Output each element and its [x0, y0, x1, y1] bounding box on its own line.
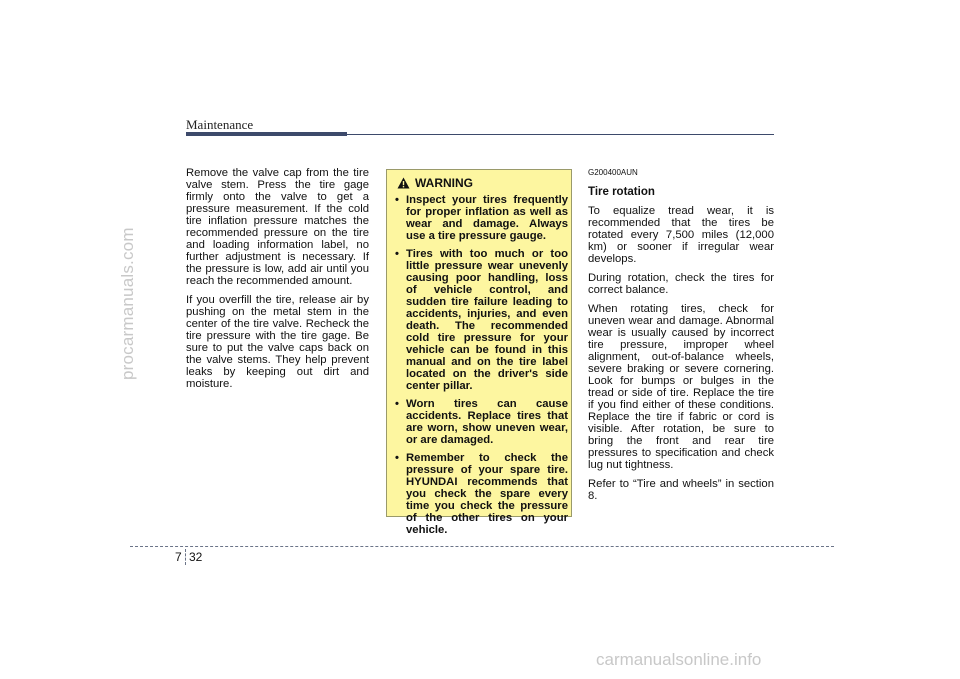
warning-item-text: Inspect your tires frequently for proper inflation as well as wear and damage. Always use a tire pressure gauge.	[406, 194, 568, 242]
header-bar	[186, 132, 347, 136]
warning-item-text: Worn tires can cause accidents. Replace tires that are worn, show uneven wear, or are damaged.	[406, 398, 568, 446]
warning-item-text: Tires with too much or too little pressure wear unevenly causing poor handling, loss of vehicle control, and sudden tire failure leading to accidents, injuries, and even death. The recommended cold tire pressure for your vehicle can be found in this manual and on the tire label located on the driver's side center pillar.	[406, 248, 568, 392]
watermark-procarmanuals: procarmanuals.com	[118, 227, 137, 380]
paragraph: During rotation, check the tires for correct balance.	[588, 272, 774, 296]
warning-item-text: Remember to check the pressure of your spare tire. HYUNDAI recommends that you check the spare every time you check the pressure of the other tires on your vehicle.	[406, 452, 568, 536]
section-header-title: Maintenance	[186, 117, 254, 132]
warning-item: • Remember to check the pressure of your spare tire. HYUNDAI recommends that you check the spare every time you check the pressure of the other tires on your vehicle.	[395, 452, 568, 536]
paragraph: To equalize tread wear, it is recommended that the tires be rotated every 7,500 miles (12,000 km) or sooner if irregular wear develops.	[588, 205, 774, 265]
warning-item: • Tires with too much or too little pressure wear unevenly causing poor handling, loss of vehicle control, and sudden tire failure leading to accidents, injuries, and even death. The recommended cold tire pressure for your vehicle can be found in this manual and on the tire label located on the driver's side center pillar.	[395, 248, 568, 392]
warning-box	[386, 169, 572, 536]
paragraph: Remove the valve cap from the tire valve stem. Press the tire gage firmly onto the valve to get a pressure measurement. If the cold tire inflation pressure matches the recommended pressure on the tire and loading information label, no further adjustment is necessary. If the pressure is low, add air until you reach the recommended amount.	[186, 167, 369, 287]
header-rule	[347, 134, 774, 135]
footer-divider	[185, 549, 186, 565]
footer-page-number: 32	[189, 550, 203, 564]
paragraph: When rotating tires, check for uneven wear and damage. Abnormal wear is usually caused by incorrect tire pressure, improper wheel alignment, out-of-balance wheels, severe braking or severe cornering. Look for bumps or bulges in the tread or side of tire. Replace the tire if you find either of these conditions. Replace the tire if fabric or cord is visible. After rotation, be sure to bring the front and rear tire pressures to specification and check lug nut tightness.	[588, 303, 774, 471]
warning-list	[395, 194, 568, 542]
right-column	[588, 167, 774, 509]
paragraph: If you overfill the tire, release air by pushing on the metal stem in the center of the tire valve. Recheck the tire pressure with the tire gage. Be sure to put the valve caps back on the valve stems. They help prevent leaks by keeping out dirt and moisture.	[186, 294, 369, 390]
paragraph: Refer to “Tire and wheels” in section 8.	[588, 478, 774, 502]
warning-title: WARNING	[415, 176, 473, 190]
watermark-carmanualsonline: carmanualsonline.info	[596, 650, 762, 669]
warning-item: • Inspect your tires frequently for proper inflation as well as wear and damage. Always use a tire pressure gauge.	[395, 194, 568, 242]
section-code: G200400AUN	[588, 168, 638, 177]
footer-chapter-number: 7	[175, 550, 182, 564]
warning-item: • Worn tires can cause accidents. Replace tires that are worn, show uneven wear, or are damaged.	[395, 398, 568, 446]
footer-rule	[130, 546, 834, 547]
warning-triangle-icon	[397, 177, 410, 189]
warning-header	[397, 176, 473, 190]
section-title: Tire rotation	[588, 186, 655, 198]
left-column	[186, 167, 369, 397]
